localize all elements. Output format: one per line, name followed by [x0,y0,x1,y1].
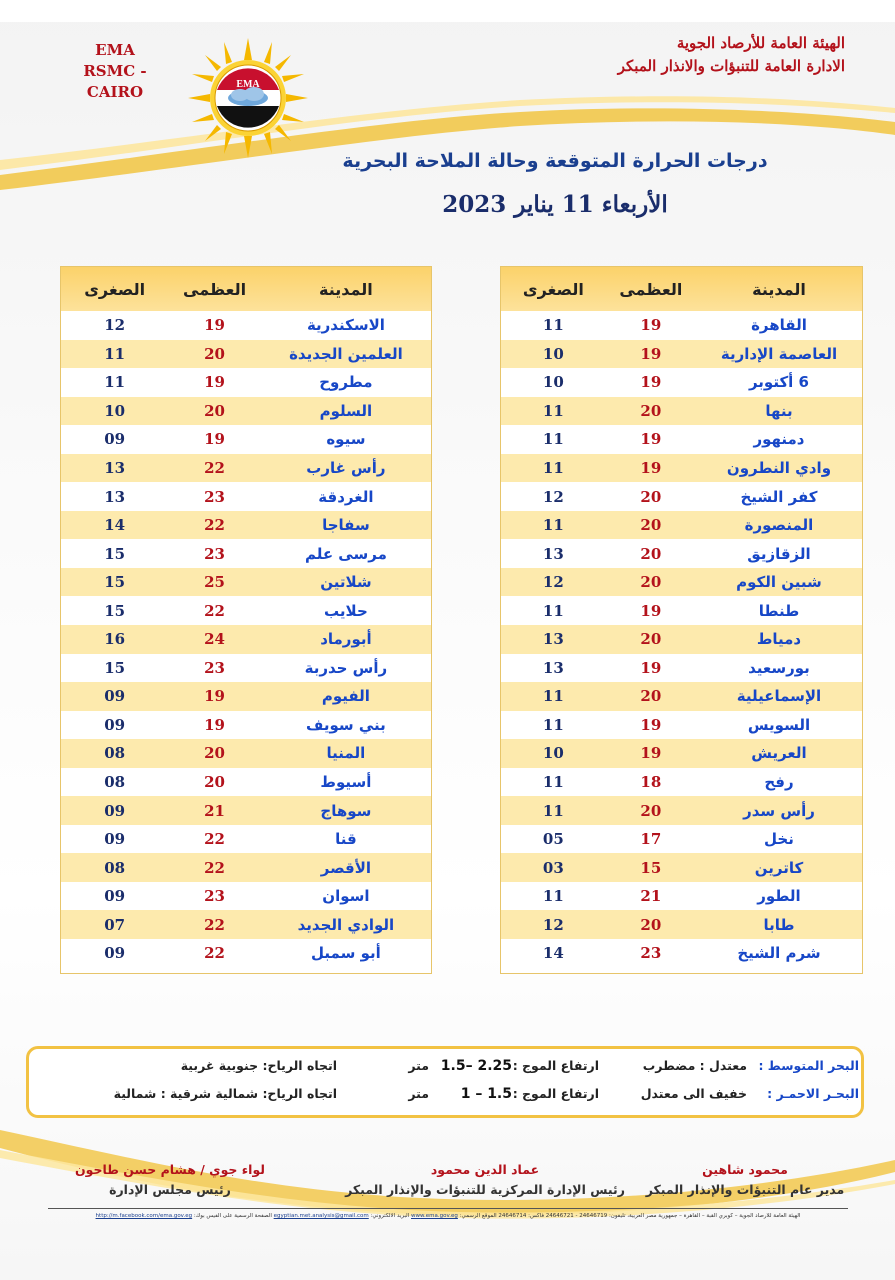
city-cell: سيوه [326,430,366,449]
min-temp-cell: 11 [542,715,564,734]
table-row [501,939,862,968]
min-temp-cell: 11 [104,373,126,392]
min-temp-cell: 09 [104,830,126,849]
mediterranean-wave-value: 1.5– 2.25 [440,1058,512,1074]
min-temp-cell: 11 [542,801,564,820]
max-temp-cell: 19 [640,744,662,763]
city-cell: سفاجا [322,516,370,535]
max-temp-cell: 19 [204,715,225,734]
city-cell: وادي النطرون [726,459,832,477]
max-temp-cell: 20 [640,487,662,506]
table-row [61,796,431,825]
ema-rsmc-label [60,40,170,103]
city-cell: شبين الكوم [736,573,822,592]
table-row [61,454,431,483]
min-temp-cell: 14 [104,516,126,535]
min-temp-cell: 09 [104,430,126,449]
min-temp-cell: 11 [542,601,564,620]
mediterranean-wave-unit: متر [408,1058,429,1073]
table-row [61,511,431,540]
max-temp-cell: 20 [204,744,225,763]
table-row [501,739,862,768]
max-temp-cell: 19 [640,344,662,363]
table-row [61,654,431,683]
footer-address: الهيئة العامة للأرصاد الجوية – كوبري القبة – القاهرة – جمهورية مصر العربية، تليفون: 24646719 - 24646721 فاكس: 24646714 الموقع الرسمي: [459,1213,801,1219]
max-temp-cell: 22 [204,459,225,477]
city-cell: الغردقة [318,487,374,506]
max-temp-cell: 21 [640,887,662,906]
min-temp-cell: 08 [104,858,126,877]
city-cell: الاسكندرية [306,316,385,335]
table-row [501,340,862,369]
city-cell: الطور [757,887,801,906]
min-temp-cell: 08 [104,773,126,792]
signature-3-name: لواء جوي / هشام حسن طاحون [74,1162,266,1177]
table-row [501,311,862,340]
footer-swoosh [0,1120,895,1280]
table-row [501,768,862,797]
city-cell: شلاتين [320,573,372,592]
min-temp-cell: 07 [104,915,126,934]
max-temp-cell: 22 [204,830,225,849]
table-body [61,311,431,968]
min-temp-cell: 13 [542,658,564,677]
max-temp-cell: 19 [640,373,662,392]
min-temp-cell: 15 [104,544,126,563]
table-row [61,625,431,654]
min-temp-cell: 15 [104,601,126,620]
footer-contact [48,1213,848,1219]
city-cell: القاهرة [751,316,807,335]
sea-row-mediterranean [29,1058,867,1082]
min-temp-cell: 09 [104,801,126,820]
signature-2-name: عماد الدين محمود [430,1162,540,1177]
max-temp-cell: 19 [204,373,225,392]
table-row [61,853,431,882]
city-cell: قنا [335,830,357,849]
max-temp-cell: 25 [204,573,225,592]
table-row [501,425,862,454]
min-column-header: الصغرى [522,279,584,299]
red-sea-state: خفيف الى معتدل [640,1086,747,1101]
table-row [61,939,431,968]
city-cell: الفيوم [321,687,370,706]
max-temp-cell: 19 [640,601,662,620]
table-row [501,568,862,597]
max-column-header: العظمى [183,279,247,299]
min-temp-cell: 13 [542,630,564,649]
min-temp-cell: 12 [104,316,126,335]
max-temp-cell: 24 [204,630,225,649]
signature-2 [320,1160,650,1200]
table-row [501,539,862,568]
table-row [501,368,862,397]
mediterranean-label: البحر المتوسط : [758,1058,859,1073]
max-temp-cell: 19 [640,658,662,677]
table-row [501,682,862,711]
table-row [61,910,431,939]
city-cell: رأس غارب [306,459,386,477]
min-temp-cell: 11 [542,687,564,706]
city-cell: طابا [763,915,795,934]
footer-divider [48,1208,848,1209]
min-temp-cell: 03 [542,858,564,877]
max-temp-cell: 19 [640,459,662,477]
city-cell: الإسماعيلية [736,687,822,706]
org-line-1: الهيئة العامة للأرصاد الجوية [676,34,845,52]
max-temp-cell: 17 [640,830,662,849]
org-line-2: الادارة العامة للتنبؤات والانذار المبكر [617,57,845,75]
min-temp-cell: 10 [542,744,564,763]
table-header [61,267,431,311]
page-title: درجات الحرارة المتوقعة وحالة الملاحة البحرية [342,150,768,172]
city-cell: أبورماد [320,630,372,649]
city-cell: رأس سدر [743,801,815,820]
red-sea-label: البحـر الاحمـر : [767,1086,859,1101]
max-temp-cell: 20 [640,401,662,420]
city-cell: شرم الشيخ [737,944,821,963]
city-cell: دمنهور [753,430,805,449]
min-temp-cell: 11 [542,773,564,792]
table-row [61,482,431,511]
max-temp-cell: 23 [204,887,225,906]
city-cell: بورسعيد [748,658,810,677]
city-cell: بنها [765,401,793,420]
signature-2-role: رئيس الإدارة المركزية للتنبؤات والإنذار المبكر [345,1182,625,1197]
city-cell: بني سويف [306,715,386,734]
max-temp-cell: 20 [640,573,662,592]
table-row [61,425,431,454]
max-temp-cell: 19 [204,316,225,335]
max-temp-cell: 20 [640,630,662,649]
city-cell: المنصورة [744,516,814,535]
max-temp-cell: 20 [204,401,225,420]
min-temp-cell: 08 [104,744,126,763]
signature-3 [50,1160,290,1200]
ema-sun-logo [188,38,308,158]
city-cell: كفر الشيخ [740,487,818,506]
signature-1-role: مدير عام التنبؤات والإنذار المبكر [645,1182,845,1197]
organization-name [485,32,845,78]
city-cell: اسوان [322,887,370,906]
table-row [501,625,862,654]
red-sea-wave-label: ارتفاع الموج : [512,1086,599,1101]
city-cell: كاترين [754,858,804,877]
table-header [501,267,862,311]
max-temp-cell: 20 [640,544,662,563]
city-cell: نخل [764,830,794,849]
max-temp-cell: 21 [204,801,225,820]
table-row [501,654,862,683]
rsmc-cairo-label: RSMC - CAIRO [83,62,147,101]
min-temp-cell: 13 [542,544,564,563]
red-sea-wave-value: 1 – 1.5 [460,1086,512,1102]
city-cell: العاصمة الإدارية [720,344,838,363]
min-temp-cell: 12 [542,573,564,592]
table-row [501,482,862,511]
max-temp-cell: 23 [204,544,225,563]
min-temp-cell: 09 [104,687,126,706]
max-temp-cell: 23 [204,658,225,677]
min-temp-cell: 11 [542,401,564,420]
min-temp-cell: 09 [104,715,126,734]
city-cell: الزقازيق [747,544,811,563]
table-row [501,825,862,854]
city-cell: رفح [764,773,794,792]
city-cell: أسيوط [320,773,372,792]
min-temp-cell: 10 [104,401,126,420]
city-cell: السلوم [319,401,373,420]
min-temp-cell: 16 [104,630,126,649]
city-column-header: المدينة [752,279,806,299]
min-temp-cell: 12 [542,487,564,506]
max-temp-cell: 20 [640,915,662,934]
max-temp-cell: 22 [204,858,225,877]
temperature-table-left [60,266,432,974]
city-cell: المنيا [326,744,366,763]
table-row [501,397,862,426]
city-cell: الأقصر [320,858,372,877]
max-temp-cell: 22 [204,516,225,535]
ema-label: EMA [95,41,135,59]
table-row [61,882,431,911]
min-temp-cell: 15 [104,658,126,677]
footer-facebook-label: الصفحة الرسمية على الفيس بوك: [193,1213,272,1219]
table-row [61,368,431,397]
max-column-header: العظمى [619,279,683,299]
min-temp-cell: 13 [104,487,126,506]
table-row [61,739,431,768]
table-row [61,825,431,854]
table-row [61,711,431,740]
max-temp-cell: 20 [640,801,662,820]
min-column-header: الصغرى [84,279,146,299]
min-temp-cell: 14 [542,944,564,963]
signature-1 [625,1160,865,1200]
table-row [61,596,431,625]
forecast-date: الأربعاء 11 يناير 2023 [442,191,668,218]
city-cell: رأس حدربة [304,658,388,677]
signature-3-role: رئيس مجلس الإدارة [109,1182,231,1197]
min-temp-cell: 11 [542,430,564,449]
city-cell: الوادي الجديد [297,915,395,934]
footer-email-link[interactable]: egyptian.met.analysis@gmail.com [273,1213,369,1219]
temperature-table-right [500,266,863,974]
max-temp-cell: 19 [204,687,225,706]
table-row [501,882,862,911]
city-cell: العريش [751,744,807,763]
sea-state-box [26,1046,864,1118]
table-row [61,311,431,340]
city-cell: السويس [747,715,811,734]
table-row [61,340,431,369]
min-temp-cell: 13 [104,459,126,477]
min-temp-cell: 10 [542,344,564,363]
city-cell: العلمين الجديدة [289,344,403,363]
min-temp-cell: 05 [542,830,564,849]
max-temp-cell: 22 [204,944,225,963]
min-temp-cell: 15 [104,573,126,592]
max-temp-cell: 23 [204,487,225,506]
city-cell: مرسى علم [304,544,387,563]
min-temp-cell: 10 [542,373,564,392]
footer-facebook-link[interactable]: http://m.facebook.com/ema.gov.eg [95,1213,193,1219]
city-cell: حلايب [324,601,368,620]
sea-row-red-sea [29,1086,867,1110]
footer-website-link[interactable]: www.ema.gov.eg [411,1213,458,1219]
table-row [61,768,431,797]
mediterranean-wind: اتجاه الرياح: جنوبية غربية [180,1058,337,1073]
table-row [501,796,862,825]
table-row [61,539,431,568]
table-row [501,511,862,540]
city-column-header: المدينة [319,279,373,299]
table-row [501,853,862,882]
min-temp-cell: 11 [542,316,564,335]
max-temp-cell: 20 [640,516,662,535]
city-cell: أبو سمبل [311,944,381,963]
city-cell: سوهاج [320,801,372,820]
max-temp-cell: 22 [204,601,225,620]
table-row [61,568,431,597]
min-temp-cell: 11 [542,516,564,535]
logo-text: EMA [236,79,260,90]
table-row [61,397,431,426]
min-temp-cell: 12 [542,915,564,934]
min-temp-cell: 11 [104,344,126,363]
signature-1-name: محمود شاهين [702,1162,788,1177]
city-cell: دمياط [756,630,802,649]
mediterranean-wave-label: ارتفاع الموج : [512,1058,599,1073]
max-temp-cell: 18 [640,773,662,792]
city-cell: طنطا [758,601,800,620]
min-temp-cell: 11 [542,887,564,906]
max-temp-cell: 22 [204,915,225,934]
red-sea-wind: اتجاه الرياح: شمالية شرقية : شمالية [113,1086,337,1101]
table-row [61,682,431,711]
mediterranean-state: معتدل : مضطرب [642,1058,747,1073]
min-temp-cell: 09 [104,944,126,963]
max-temp-cell: 19 [204,430,225,449]
table-row [501,454,862,483]
min-temp-cell: 11 [542,459,564,477]
city-cell: 6 أكتوبر [748,373,809,392]
max-temp-cell: 15 [640,858,662,877]
min-temp-cell: 09 [104,887,126,906]
max-temp-cell: 19 [640,316,662,335]
table-row [501,711,862,740]
red-sea-wave-unit: متر [408,1086,429,1101]
max-temp-cell: 23 [640,944,662,963]
max-temp-cell: 19 [640,715,662,734]
city-cell: مطروح [319,373,373,392]
table-row [501,910,862,939]
max-temp-cell: 19 [640,430,662,449]
table-body [501,311,862,968]
max-temp-cell: 20 [204,773,225,792]
max-temp-cell: 20 [640,687,662,706]
max-temp-cell: 20 [204,344,225,363]
footer-email-label: البريد الالكتروني: [370,1213,410,1219]
table-row [501,596,862,625]
